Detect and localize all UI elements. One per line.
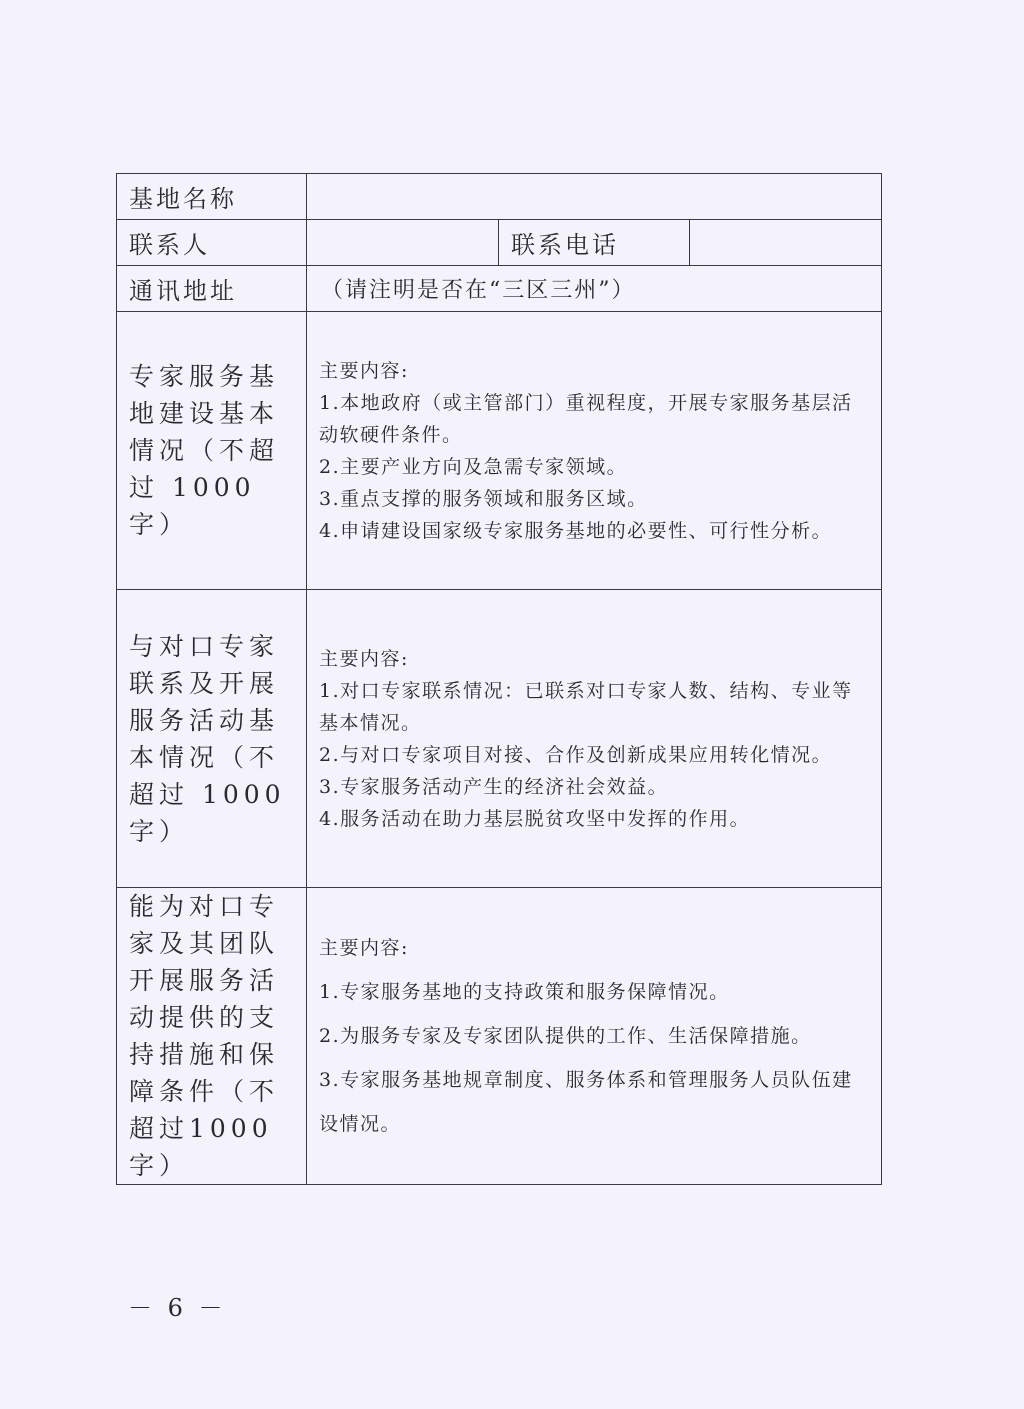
row-contact	[117, 220, 882, 266]
section2-intro: 主要内容:	[319, 647, 409, 670]
section3-item-1: 1.专家服务基地的支持政策和服务保障情况。	[319, 981, 730, 1003]
section1-item-1: 1.本地政府（或主管部门）重视程度，开展专家服务基层活动软硬件条件。	[319, 391, 853, 446]
section2-content[interactable]	[307, 590, 882, 888]
section2-item-4: 4.服务活动在助力基层脱贫攻坚中发挥的作用。	[319, 807, 751, 830]
row-address	[117, 266, 882, 312]
row-section-3	[117, 888, 882, 1185]
section3-item-3: 3.专家服务基地规章制度、服务体系和管理服务人员队伍建设情况。	[319, 1069, 853, 1135]
section3-label: 能为对口专家及其团队开展服务活动提供的支持措施和保障条件（不超过1000字）	[117, 888, 307, 1185]
row-section-1	[117, 312, 882, 590]
row-section-2	[117, 590, 882, 888]
address-field[interactable]: （请注明是否在“三区三州”）	[307, 266, 882, 312]
section1-item-4: 4.申请建设国家级专家服务基地的必要性、可行性分析。	[319, 519, 833, 542]
section2-item-2: 2.与对口专家项目对接、合作及创新成果应用转化情况。	[319, 743, 833, 766]
base-name-field[interactable]	[307, 174, 882, 220]
base-name-label: 基地名称	[117, 174, 307, 220]
address-label: 通讯地址	[117, 266, 307, 312]
section1-intro: 主要内容:	[319, 359, 409, 382]
row-base-name	[117, 174, 882, 220]
phone-field[interactable]	[690, 220, 882, 266]
contact-field[interactable]	[307, 220, 499, 266]
section2-item-1: 1.对口专家联系情况：已联系对口专家人数、结构、专业等基本情况。	[319, 679, 853, 734]
section1-item-2: 2.主要产业方向及急需专家领域。	[319, 455, 628, 478]
page-number: － 6 －	[128, 1294, 227, 1322]
application-form-table	[116, 173, 882, 1185]
section1-label: 专家服务基地建设基本情况（不超过 1000 字）	[117, 312, 307, 590]
section2-label: 与对口专家联系及开展服务活动基本情况（不超过 1000 字）	[117, 590, 307, 888]
section3-item-2: 2.为服务专家及专家团队提供的工作、生活保障措施。	[319, 1025, 812, 1047]
contact-label: 联系人	[117, 220, 307, 266]
section3-content[interactable]	[307, 888, 882, 1185]
section1-content[interactable]	[307, 312, 882, 590]
section2-item-3: 3.专家服务活动产生的经济社会效益。	[319, 775, 669, 798]
section3-intro: 主要内容:	[319, 937, 409, 959]
phone-label: 联系电话	[499, 220, 690, 266]
section1-item-3: 3.重点支撑的服务领域和服务区域。	[319, 487, 648, 510]
